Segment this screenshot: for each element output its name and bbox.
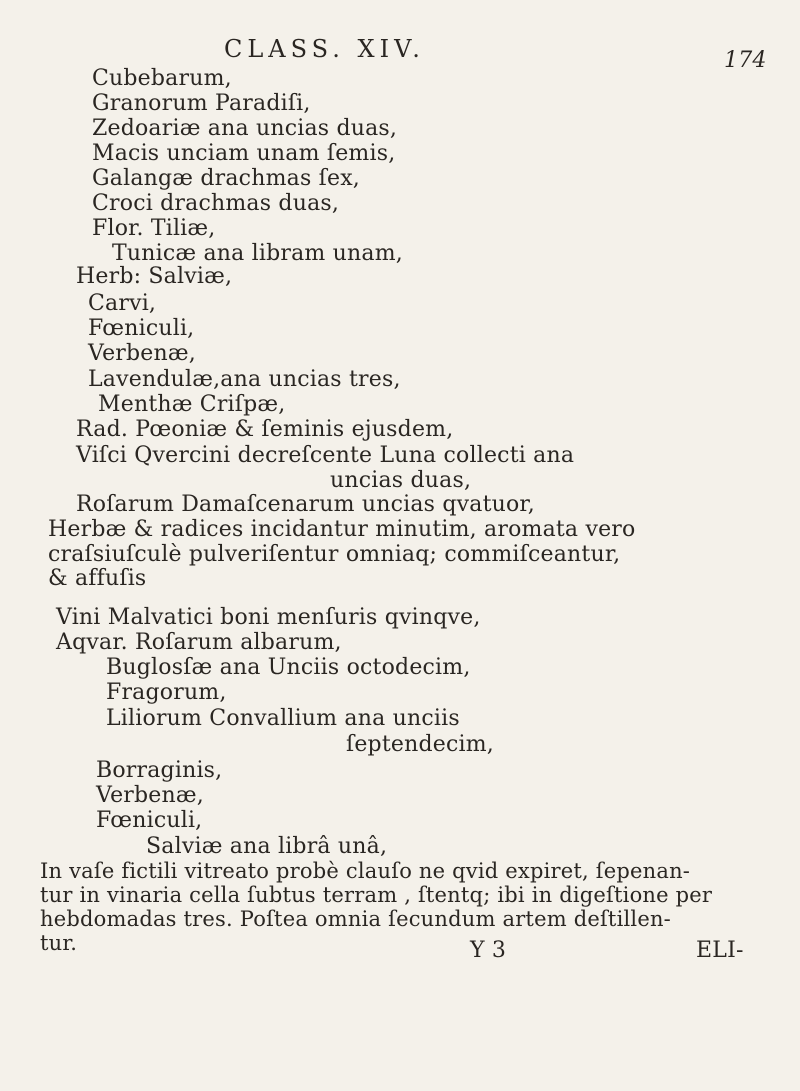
text-line: Borraginis, <box>96 758 223 783</box>
text-line: Salviæ ana librâ unâ, <box>146 834 388 859</box>
text-line: Herb: Salviæ, <box>76 264 233 289</box>
text-line: Lavendulæ,ana uncias tres, <box>88 367 401 392</box>
text-line: Buglosſæ ana Unciis octodecim, <box>106 655 471 680</box>
text-line: Viſci Qvercini decreſcente Luna collecti ana <box>76 443 575 468</box>
text-line: Herbæ & radices incidantur minutim, aromata vero <box>48 517 636 542</box>
text-line: tur. <box>40 931 78 955</box>
text-line: Vini Malvatici boni menſuris qvinqve, <box>56 605 481 630</box>
text-line: Granorum Paradiſi, <box>92 91 311 116</box>
text-line: tur in vinaria cella ſubtus terram , ſtentq; ibi in digeſtione per <box>40 883 713 907</box>
text-line: Rad. Pœoniæ & ſeminis ejusdem, <box>76 417 454 442</box>
catchword: ELI- <box>696 938 744 963</box>
text-line: hebdomadas tres. Poſtea omnia ſecundum artem deſtillen- <box>40 907 671 931</box>
text-line: Cubebarum, <box>92 66 232 91</box>
text-line: ſeptendecim, <box>346 732 494 757</box>
text-line: Galangæ drachmas ſex, <box>92 166 360 191</box>
signature-mark: Y 3 <box>470 938 507 963</box>
text-line: uncias duas, <box>330 468 472 493</box>
page-number: 174 <box>724 48 767 73</box>
text-line: Menthæ Criſpæ, <box>98 392 286 417</box>
running-head-class: CLASS. XIV. <box>224 35 425 63</box>
text-line: Carvi, <box>88 291 157 316</box>
text-line: In vaſe fictili vitreato probè clauſo ne qvid expiret, ſepenan- <box>40 859 691 883</box>
text-line: Macis unciam unam ſemis, <box>92 141 396 166</box>
text-line: Aqvar. Roſarum albarum, <box>56 630 342 655</box>
text-line: Liliorum Convallium ana unciis <box>106 706 460 731</box>
text-line: Fragorum, <box>106 680 227 705</box>
text-line: craſsiuſculè pulveriſentur omniaq; commiſceantur, <box>48 542 621 567</box>
text-line: Roſarum Damaſcenarum uncias qvatuor, <box>76 492 535 517</box>
text-line: Tunicæ ana libram unam, <box>112 241 403 266</box>
text-line: & affuſis <box>48 566 147 591</box>
text-line: Verbenæ, <box>96 783 204 808</box>
text-line: Zedoariæ ana uncias duas, <box>92 116 398 141</box>
text-line: Flor. Tiliæ, <box>92 216 216 241</box>
text-line: Fœniculi, <box>96 808 203 833</box>
text-line: Verbenæ, <box>88 341 196 366</box>
text-line: Croci drachmas duas, <box>92 191 340 216</box>
text-line: Fœniculi, <box>88 316 195 341</box>
